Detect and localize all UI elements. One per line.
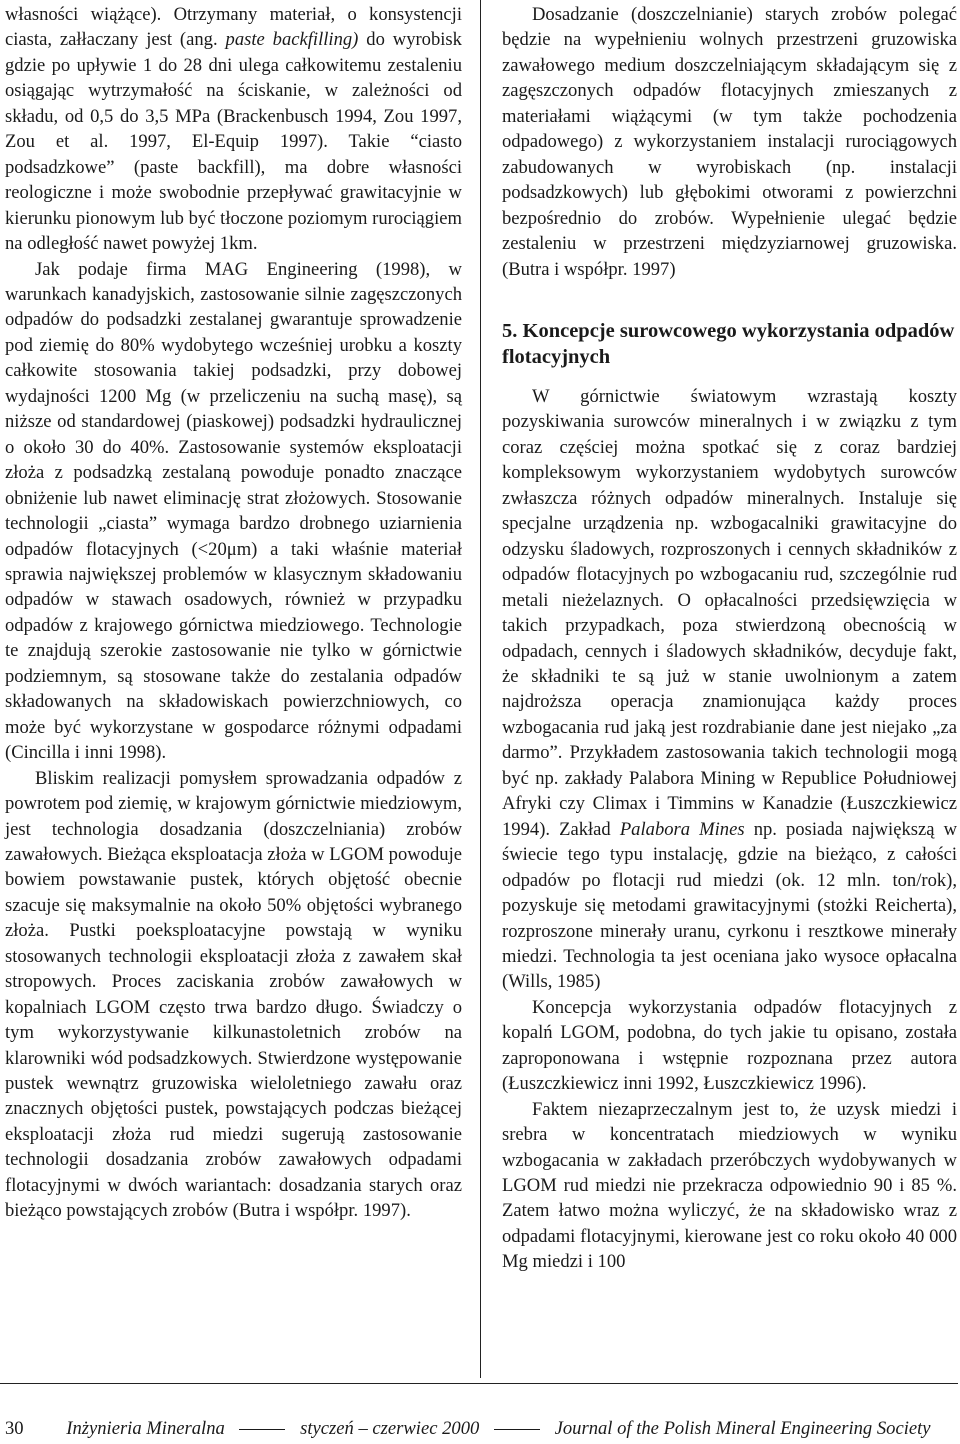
paragraph: Dosadzanie (doszczelnianie) starych zrobów polegać będzie na wypełnieniu wolnych przestrzeni gruzowiska zawałowego medium doszczelniającym składającym się z zagęszczonych odpadów flotacyjnych zmieszanych z materiałami wiążącymi (w tym także pochodzenia odpadowego) z wykorzystaniem instalacji rurociągowych zabudowanych w wyrobiskach (np. instalacji podsadzkowych) lub głębokimi otworami z powierzchni bezpośrednio do zrobów. Wypełnienie ulegać będzie zestaleniu w przestrzeni międzyziarnowej gruzowiska. (Butra i współpr. 1997)	[502, 4, 957, 280]
journal-title-pl: Inżynieria Mineralna	[66, 1418, 225, 1439]
footer-rule	[0, 1383, 958, 1384]
right-column	[502, 2, 957, 1275]
paragraph: Jak podaje firma MAG Engineering (1998), w warunkach kanadyjskich, zastosowanie silnie zagęszczonych odpadów do podsadzki zestalanej gwarantuje sprowadzenie pod ziemię do 80% wydobytego wcześniej urobku a koszty całkowite stosowania takiej podsadzki, przy dobowej wydajności 1200 Mg (w przeliczeniu na suchą masę), są niższe od standardowej (piaskowej) podsadzki hydraulicznej o około 30 do 40%. Zastosowanie systemów eksploatacji złoża z podsadzką zestalaną powoduje ponadto znaczące obniżenie lub nawet eliminację strat złożowych. Stosowanie technologii „ciasta” wymaga bardzo drobnego uziarnienia odpadów flotacyjnych (<20μm) a taki właśnie materiał sprawia największej problemów w klasycznym składowaniu odpadów w stawach osadowych, również w przypadku odpadów z krajowego górnictwa miedziowego. Technologie te znajdują szerokie zastosowanie nie tylko w górnictwie podziemnym, są stosowane także do zestalania odpadów składowanych na składowiskach powierzchniowych, co może być wykorzystane w gospodarce różnymi odpadami (Cincilla i inni 1998).	[5, 258, 462, 764]
italic-term: paste backfilling)	[225, 29, 359, 51]
paragraph-text: do wyrobisk gdzie po upływie 1 do 28 dni ulega całkowitemu zestaleniu osiągając wytrzymałość na ściskanie, w zależności od składu, od 0,5 do 3,5 MPa (Brackenbusch 1994, Zou 1997, Zou et al. 1997, El-Equip 1997). Takie “ciasto podsadzkowe” (paste backfill), ma dobre własności reologiczne i może swobodnie przepływać grawitacyjnie w kierunku pionowym lub być tłoczone poziomym rurociągiem na odległość nawet powyżej 1km.	[5, 29, 462, 255]
separator	[239, 1429, 285, 1430]
paragraph-text: np. posiada największą w świecie tego typu instalację, gdzie na bieżąco, z całości odpadów po flotacji rud miedzi (ok. 12 mln. ton/rok), pozyskuje się metodami grawitacyjnymi (stożki Reicherta), rozproszone minerały uranu, cyrkonu i resztkowe minerały miedzi. Technologia ta jest oceniana jako wysoce opłacalna (Wills, 1985)	[502, 818, 958, 993]
left-column	[5, 2, 462, 1224]
issue-date: styczeń – czerwiec 2000	[300, 1418, 480, 1439]
column-divider	[480, 0, 481, 1378]
section-heading: 5. Koncepcje surowcowego wykorzystania odpadów flotacyjnych	[502, 319, 955, 368]
separator	[494, 1429, 540, 1430]
page-footer	[5, 1418, 955, 1440]
italic-term: Palabora Mines	[619, 818, 745, 840]
paragraph: Faktem niezaprzeczalnym jest to, że uzysk miedzi i srebra w koncentratach miedziowych w wyniku wzbogacania w zakładach przeróbczych wydobywanych w LGOM rud miedzi nie przekracza odpowiednio 90 i 85 %. Zatem łatwo można wyliczyć, że na składowisko wraz z odpadami flotacyjnymi, kierowane jest co roku około 40 000 Mg miedzi i 100	[502, 1098, 957, 1273]
paragraph	[5, 2, 462, 257]
paragraph: Bliskim realizacji pomysłem sprowadzania odpadów z powrotem pod ziemię, w krajowym górnictwie miedziowym, jest technologia dosadzania (doszczelniania) zrobów zawałowych. Bieżąca eksploatacja złoża w LGOM powoduje bowiem powstawanie pustek, których objętość obecnie szacuje się maksymalnie na około 50% objętości wybranego złoża. Pustki poeksploatacyjne powstają w wyniku stosowanych technologii eksploatacji złoża z zawałem skał stropowych. Proces zaciskania zrobów zawałowych w kopalniach LGOM często trwa bardzo długo. Świadczy o tym wykorzystywanie kilkunastoletnich zrobów na klarowniki wód podsadzkowych. Stwierdzone występowanie pustek wewnątrz gruzowiska wieloletniego zawału oraz znacznych objętości pustek, powstających podczas bieżącej eksploatacji złoża rud miedzi sugerują zastosowanie technologii dosadzania zrobów zawałowych odpadami flotacyjnymi w dwóch wariantach: dosadzania starych oraz bieżąco powstających zrobów (Butra i współpr. 1997).	[5, 767, 462, 1222]
page-number: 30	[5, 1418, 24, 1439]
journal-title-en: Journal of the Polish Mineral Engineering Society	[554, 1418, 931, 1439]
paragraph-text: własności wiążące). Otrzymany materiał, o konsystencji ciasta, załłaczany jest (ang.	[5, 4, 462, 51]
paragraph: Koncepcja wykorzystania odpadów flotacyjnych z kopalń LGOM, podobna, do tych jakie tu opisano, została zaproponowana i wstępnie rozpoznana przez autora (Łuszczkiewicz inni 1992, Łuszczkiewicz 1996).	[502, 996, 957, 1095]
paragraph-text: W górnictwie światowym wzrastają koszty pozyskiwania surowców mineralnych i w związku z tym coraz częściej można spotkać się z coraz bardziej kompleksowym wykorzystaniem wydobytych surowców zwłaszcza różnych odpadów mineralnych. Instaluje się specjalne urządzenia np. wzbogacalniki grawitacyjne do odzysku śladowych, rozproszonych i cennych składników z odpadów flotacyjnych po wzbogacaniu rud, szczególnie rud metali nieżelaznych. O opłacalności przedsięwzięcia w takich przypadkach, poza stwierdzoną obecnością w odpadach, cennych i śladowych składników, decyduje fakt, że składniki te są już w stanie uwolnionym a zatem najdroższa operacja znamionująca każdy proces wzbogacania rud jaką jest rozdrabianie dane jest niejako „za darmo”. Przykładem zastosowania takich technologii mogą być np. zakłady Palabora Mining w Republice Południowej Afryki czy Climax i Timmins w Kanadzie (Łuszczkiewicz 1994). Zakład	[502, 385, 957, 840]
paragraph	[502, 384, 957, 995]
